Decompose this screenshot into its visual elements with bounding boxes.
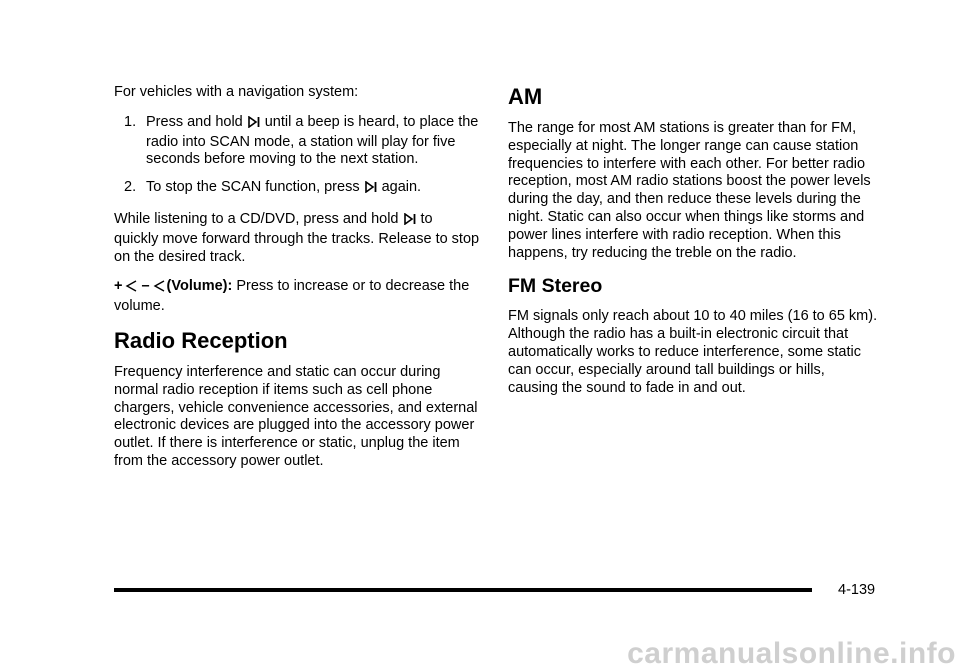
step-number: 1. bbox=[124, 113, 137, 130]
step-item bbox=[114, 179, 480, 199]
volume-text: Press to increase or to decrease the volume. bbox=[114, 278, 470, 315]
volume-icon bbox=[125, 280, 137, 298]
cd-text-before: While listening to a CD/DVD, press and hold bbox=[114, 210, 399, 227]
step-text-after: until a beep is heard, to place the radio into SCAN mode, a station will play for five seconds before moving to the next station. bbox=[146, 113, 479, 168]
watermark-text: carmanualsonline.info bbox=[627, 637, 956, 670]
nav-intro: For vehicles with a navigation system: bbox=[114, 84, 359, 100]
radio-reception-text: Frequency interference and static can occur during normal radio reception if items such as cell phone chargers, vehicle convenience accessories, and external electronic devices are plugged into the accessory power outlet. If there is interference or static, unplug the item from the accessory power outlet. bbox=[114, 363, 478, 469]
right-column bbox=[508, 84, 878, 409]
am-heading: AM bbox=[508, 84, 543, 109]
volume-minus: – bbox=[141, 278, 150, 295]
cd-text-after: to quickly move forward through the tracks. Release to stop on the desired track. bbox=[114, 210, 480, 265]
volume-icon bbox=[153, 280, 165, 298]
cd-paragraph bbox=[114, 211, 480, 266]
step-number: 2. bbox=[124, 179, 137, 196]
fm-stereo-text: FM signals only reach about 10 to 40 miles (16 to 65 km). Although the radio has a built-in electronic circuit that automatically works to reduce interference, some static can occur, especially around tall buildings or hills, causing the sound to fade in and out. bbox=[508, 308, 878, 396]
seek-forward-icon bbox=[365, 181, 377, 199]
footer-rule bbox=[114, 588, 812, 592]
page-number: 4-139 bbox=[838, 582, 876, 598]
radio-reception-heading: Radio Reception bbox=[114, 327, 288, 353]
step-text-before: Press and hold bbox=[146, 113, 243, 130]
step-text-before: To stop the SCAN function, press bbox=[146, 179, 360, 196]
step-text-after: again. bbox=[381, 179, 422, 196]
am-text: The range for most AM stations is greater than for FM, especially at night. The longer range can cause station frequencies to interfere with each other. For better radio reception, most AM radio stations boost the power levels during the day, and then reduce these levels during the night. Static can also occur when things like storms and power lines interfere with radio reception. When this happens, try reducing the treble on the radio. bbox=[508, 120, 871, 261]
volume-plus: + bbox=[114, 278, 123, 295]
volume-label: (Volume): bbox=[166, 278, 233, 295]
step-item bbox=[114, 114, 480, 169]
left-column bbox=[114, 84, 480, 483]
fm-stereo-heading: FM Stereo bbox=[508, 275, 603, 298]
scan-steps bbox=[114, 114, 480, 199]
seek-forward-icon bbox=[404, 213, 416, 231]
volume-paragraph bbox=[114, 278, 480, 316]
seek-forward-icon bbox=[248, 116, 260, 134]
